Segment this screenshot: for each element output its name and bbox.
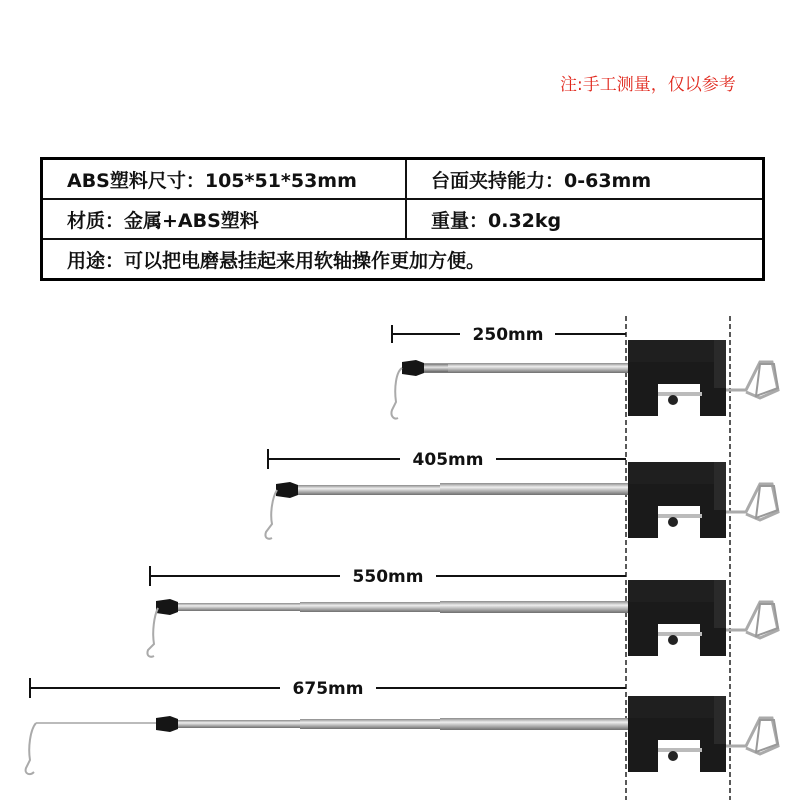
spec-row xyxy=(42,199,764,239)
hanger-250mm xyxy=(391,325,778,419)
spec-weight: 重量：0.32kg xyxy=(406,199,764,239)
hanger-405mm xyxy=(265,449,778,539)
measurement-note: 注:手工测量，仅以参考 xyxy=(560,75,736,95)
dimension-label: 675mm xyxy=(292,679,364,699)
spec-table xyxy=(40,157,765,281)
spec-row xyxy=(42,239,764,280)
dimension-label: 405mm xyxy=(412,450,484,470)
dimension-label: 550mm xyxy=(352,567,424,587)
dimension-label: 250mm xyxy=(472,325,544,345)
hanger-length-diagram xyxy=(0,300,800,800)
spec-row xyxy=(42,159,764,200)
hanger-675mm xyxy=(26,678,778,774)
hanger-550mm xyxy=(147,566,778,657)
spec-size: ABS塑料尺寸：105*51*53mm xyxy=(42,159,407,200)
spec-material: 材质：金属+ABS塑料 xyxy=(42,199,407,239)
spec-clamp-capacity: 台面夹持能力：0-63mm xyxy=(406,159,764,200)
spec-usage: 用途：可以把电磨悬挂起来用软轴操作更加方便。 xyxy=(42,239,764,280)
